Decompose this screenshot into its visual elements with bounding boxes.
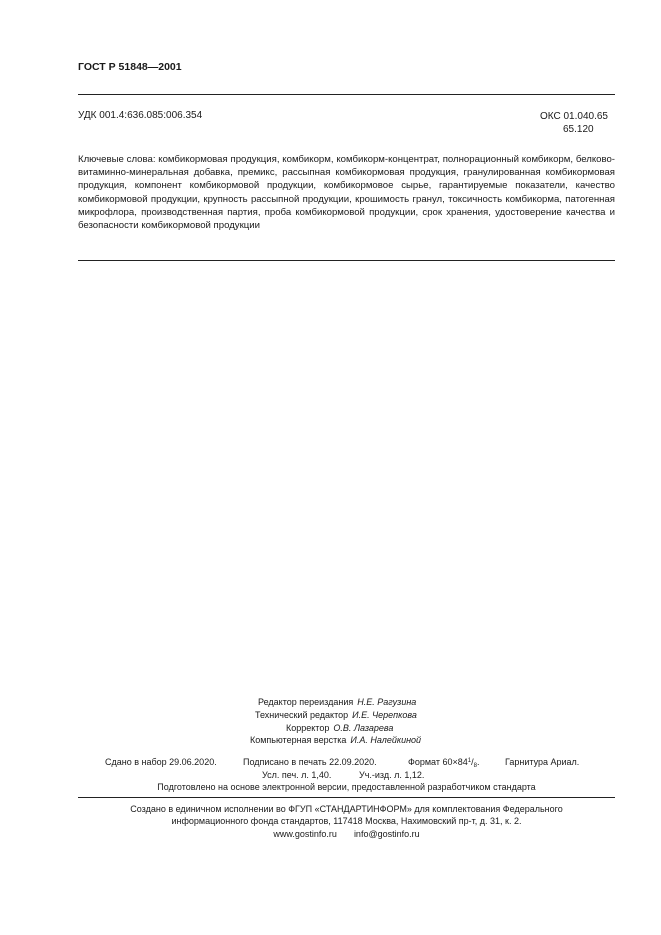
- oks-code: [540, 110, 620, 136]
- pub-prepared: Подготовлено на основе электронной версии, предоставленной разработчиком стандарта: [157, 782, 536, 792]
- imprint-website-link[interactable]: www.gostinfo.ru: [273, 829, 337, 839]
- imprint-divider: [78, 797, 615, 798]
- credit-layout-label: Компьютерная верстка: [250, 735, 347, 745]
- pub-print-sheets: Усл. печ. л. 1,40.: [262, 770, 332, 780]
- pub-pub-sheets: Уч.-изд. л. 1,12.: [359, 770, 425, 780]
- keywords-paragraph: Ключевые слова: комбикормовая продукция, комбикорм, комбикорм-концентрат, полнорационный комбикорм, белково-витаминно-минеральная добавка, премикс, рассыпная комбикормовая продукция, гранулированная комбикормовая продукция, компонент комбикормовой продукции, комбикормовое сырье, гарантируемые показатели, качество комбикормовой продукции, крупность рассыпной продукции, крошимость гранул, токсичность комбикорма, патогенная микрофлора, производственная партия, проба комбикормовой продукции, срок хранения, удостоверение качества и безопасности комбикормовой продукции: [78, 154, 615, 232]
- pub-format-num: 1: [467, 758, 472, 764]
- pub-signed: Подписано в печать 22.09.2020.: [243, 757, 377, 767]
- pub-sent: Сдано в набор 29.06.2020.: [105, 757, 217, 767]
- standard-code: ГОСТ Р 51848—2001: [78, 61, 182, 73]
- credit-layout: [250, 734, 421, 747]
- imprint-contacts: [78, 829, 615, 839]
- udk-code: УДК 001.4:636.085:006.354: [78, 110, 203, 121]
- credit-editor-label: Редактор переиздания: [258, 697, 354, 707]
- credit-corrector-label: Корректор: [286, 723, 330, 733]
- credit-tech-editor-name: И.Е. Черепкова: [352, 710, 417, 720]
- credit-tech-editor-label: Технический редактор: [255, 710, 349, 720]
- pub-format-den: 8: [473, 763, 477, 769]
- imprint-line-1: Создано в единичном исполнении во ФГУП «СТАНДАРТИНФОРМ» для комплектования Федерального: [130, 804, 563, 814]
- credit-layout-name: И.А. Налейкиной: [350, 735, 422, 745]
- pub-format-suffix: .: [476, 757, 480, 767]
- pub-typeface: Гарнитура Ариал.: [505, 757, 580, 767]
- pub-format: Формат $60\times 84^1/_8$.: [408, 757, 480, 769]
- top-divider: [78, 94, 615, 95]
- oks-line-1: ОКС 01.040.65: [540, 111, 608, 122]
- credit-editor: [258, 696, 416, 709]
- imprint-line-2: информационного фонда стандартов, 117418 Москва, Нахимовский пр-т, д. 31, к. 2.: [171, 816, 522, 826]
- keywords-divider: [78, 260, 615, 261]
- credit-corrector-name: О.В. Лазарева: [333, 723, 394, 733]
- imprint-email-link[interactable]: info@gostinfo.ru: [353, 829, 420, 839]
- pub-format-prefix: Формат 60×84: [408, 757, 468, 767]
- credit-tech-editor: [255, 709, 417, 722]
- oks-line-2: 65.120: [563, 124, 594, 135]
- credit-editor-name: Н.Е. Рагузина: [357, 697, 417, 707]
